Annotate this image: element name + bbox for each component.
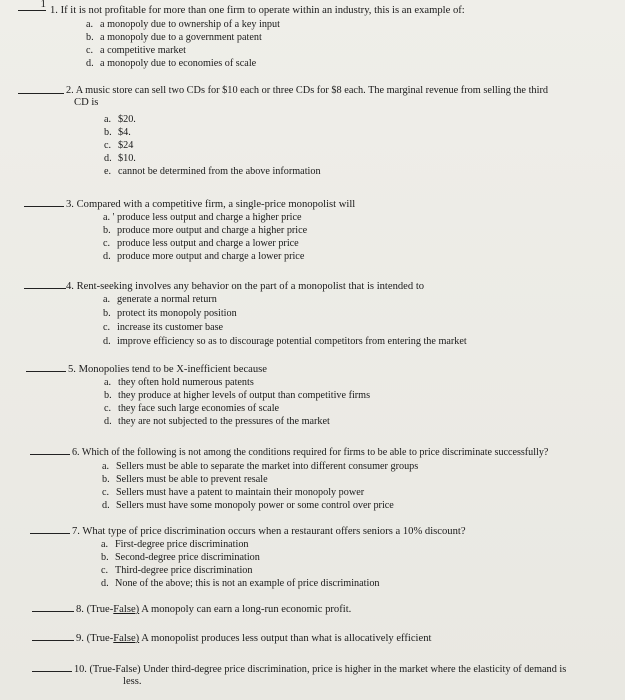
question-10-stem: 10. (True-False) Under third-degree price discrimination, price is higher in the market where the elasticity of demand is: [74, 664, 567, 675]
question-1-stem: 1. If it is not profitable for more than one firm to operate within an industry, this is an example of:: [50, 5, 465, 16]
answer-blank-3[interactable]: [24, 194, 64, 207]
answer-blank-5[interactable]: [26, 359, 66, 372]
question-3-stem: 3. Compared with a competitive firm, a single-price monopolist will: [66, 199, 356, 210]
question-8-stem: 8. (True-False) A monopoly can earn a long-run economic profit.: [76, 604, 352, 615]
option-2b[interactable]: b. $4.: [104, 127, 131, 138]
option-5a[interactable]: a. they often hold numerous patents: [104, 377, 254, 388]
option-1c[interactable]: c. a competitive market: [86, 45, 186, 56]
answer-blank-6[interactable]: [30, 442, 70, 455]
question-2-stem-cont: CD is: [74, 97, 99, 108]
answer-blank-7[interactable]: [30, 521, 70, 534]
circled-answer-false[interactable]: False): [113, 633, 140, 644]
option-6b[interactable]: b. Sellers must be able to prevent resale: [102, 474, 268, 485]
option-7d[interactable]: d. None of the above; this is not an example of price discrimination: [101, 578, 380, 589]
option-7c[interactable]: c. Third-degree price discrimination: [101, 565, 253, 576]
answer-blank-4[interactable]: [24, 276, 66, 289]
option-1b[interactable]: b. a monopoly due to a government patent: [86, 32, 262, 43]
option-6c[interactable]: c. Sellers must have a patent to maintain their monopoly power: [102, 487, 365, 498]
option-5d[interactable]: d. they are not subjected to the pressures of the market: [104, 416, 330, 427]
question-9-stem: 9. (True-False) A monopolist produces less output than what is allocatively efficient: [76, 633, 432, 644]
question-4-stem: 4. Rent-seeking involves any behavior on the part of a monopolist that is intended to: [66, 281, 425, 292]
answer-blank-1-text: 1: [40, 0, 46, 10]
answer-blank-10[interactable]: [32, 659, 72, 672]
option-3a[interactable]: a. ' produce less output and charge a higher price: [103, 212, 302, 223]
option-1a[interactable]: a. a monopoly due to ownership of a key input: [86, 19, 280, 30]
answer-blank-8[interactable]: [32, 599, 74, 612]
option-2a[interactable]: a. $20.: [104, 114, 136, 125]
option-2e[interactable]: e. cannot be determined from the above information: [104, 166, 321, 177]
answer-blank-9[interactable]: [32, 628, 74, 641]
question-5-stem: 5. Monopolies tend to be X-inefficient because: [68, 364, 267, 375]
option-1d[interactable]: d. a monopoly due to economies of scale: [86, 58, 257, 69]
answer-blank-2[interactable]: [18, 81, 64, 94]
option-3d[interactable]: d. produce more output and charge a lower price: [103, 251, 305, 262]
option-4a[interactable]: a. generate a normal return: [103, 294, 217, 305]
option-4d[interactable]: d. improve efficiency so as to discourage potential competitors from entering the market: [103, 336, 467, 347]
option-7b[interactable]: b. Second-degree price discrimination: [101, 552, 260, 563]
circled-answer-false[interactable]: False): [113, 604, 140, 615]
option-2d[interactable]: d. $10.: [104, 153, 136, 164]
question-6-stem: 6. Which of the following is not among the conditions required for firms to be able to price discriminate successfully?: [72, 447, 549, 458]
option-3c[interactable]: c. produce less output and charge a lower price: [103, 238, 299, 249]
option-5b[interactable]: b. they produce at higher levels of output than competitive firms: [104, 390, 371, 401]
question-2-stem: 2. A music store can sell two CDs for $10 each or three CDs for $8 each. The marginal revenue from selling the third: [66, 85, 549, 96]
option-4c[interactable]: c. increase its customer base: [103, 322, 224, 333]
question-10-stem-cont: less.: [123, 676, 142, 687]
option-4b[interactable]: b. protect its monopoly position: [103, 308, 237, 319]
option-3b[interactable]: b. produce more output and charge a higher price: [103, 225, 308, 236]
option-5c[interactable]: c. they face such large economies of scale: [104, 403, 280, 414]
option-7a[interactable]: a. First-degree price discrimination: [101, 539, 249, 550]
question-7-stem: 7. What type of price discrimination occurs when a restaurant offers seniors a 10% discount?: [72, 526, 466, 537]
answer-blank-1[interactable]: [18, 0, 46, 11]
option-2c[interactable]: c. $24: [104, 140, 134, 151]
option-6a[interactable]: a. Sellers must be able to separate the market into different consumer groups: [102, 461, 419, 472]
option-6d[interactable]: d. Sellers must have some monopoly power or some control over price: [102, 500, 394, 511]
